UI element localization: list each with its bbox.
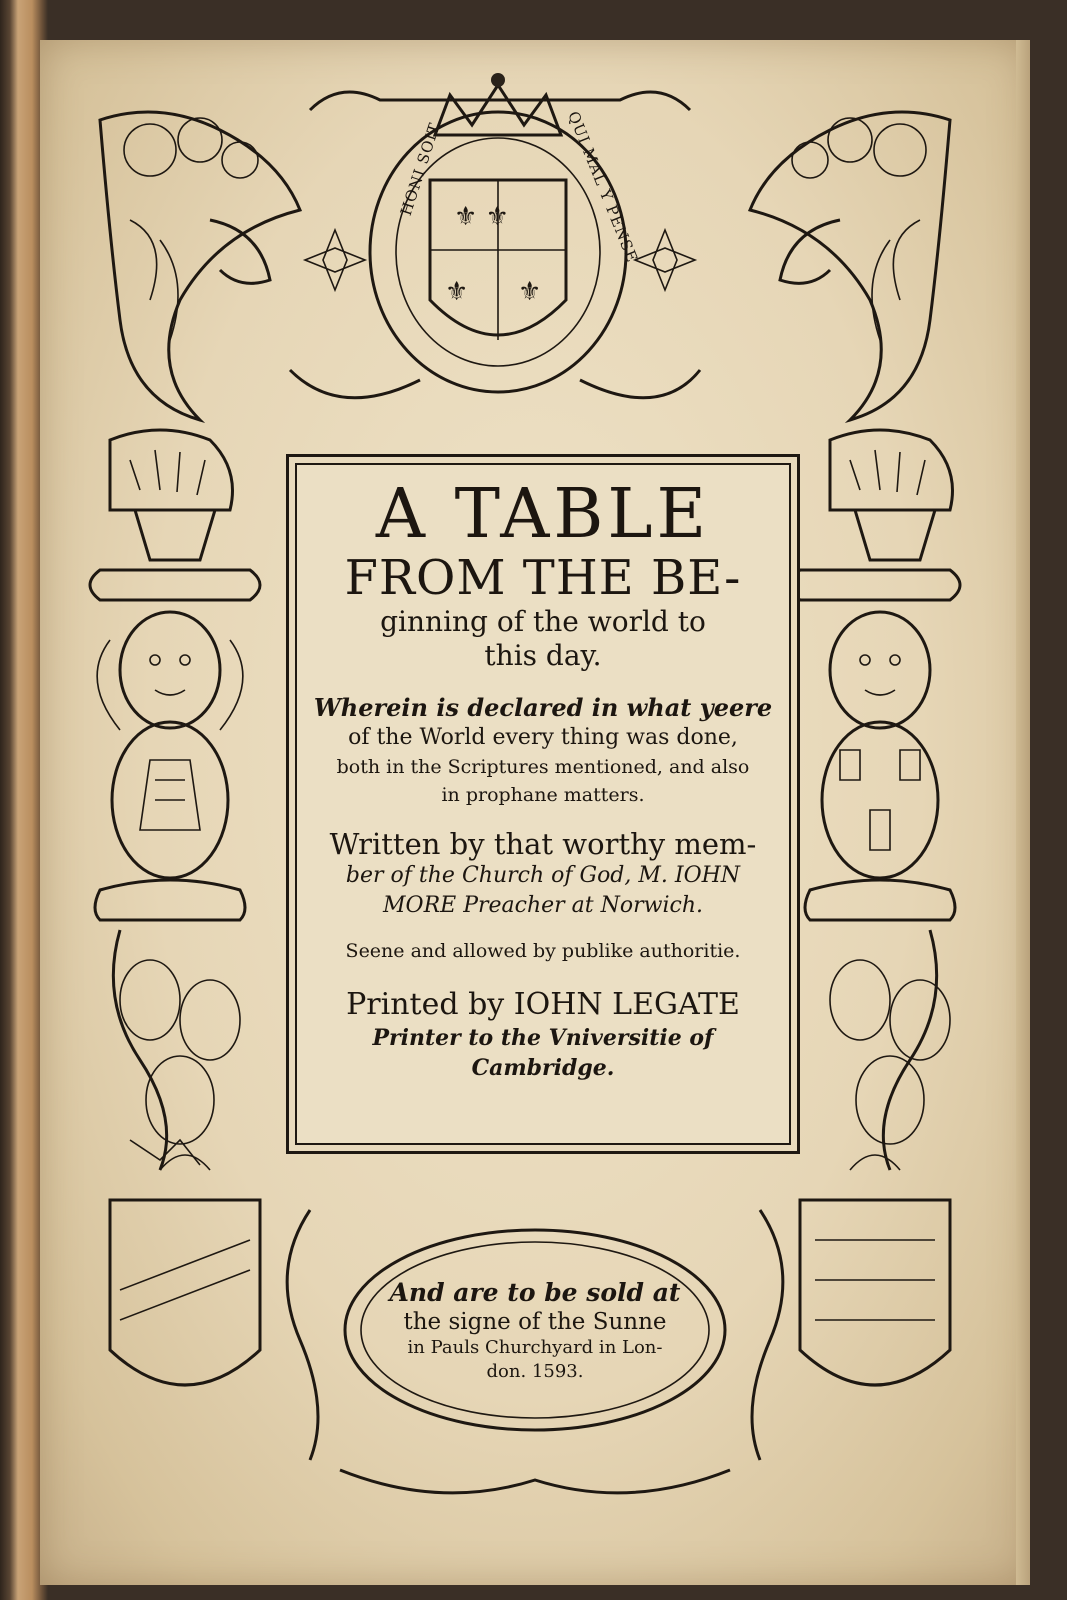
printed-by-line: Printed by IOHN LEGATE xyxy=(346,987,740,1022)
crest-motto-left: HONI SOIT xyxy=(396,120,444,218)
title-line-3: ginning of the world to xyxy=(380,605,706,638)
left-cornucopia xyxy=(100,112,300,420)
author-line-3: MORE Preacher at Norwich. xyxy=(383,893,703,918)
imprint-line-3: in Pauls Churchyard in Lon- xyxy=(407,1337,663,1358)
book-page xyxy=(40,40,1030,1585)
imprint-line-2: the signe of the Sunne xyxy=(403,1309,667,1335)
title-line-2: FROM THE BE- xyxy=(344,550,742,606)
authority-line: Seene and allowed by publike authoritie. xyxy=(345,940,741,962)
printer-line: Printer to the Vniversitie of Cambridge. xyxy=(372,1025,714,1081)
imprint-cartouche xyxy=(370,1268,700,1418)
author-line-1: Written by that worthy mem- xyxy=(329,827,757,861)
description-line-4: in prophane matters. xyxy=(441,784,645,806)
right-shield xyxy=(800,1200,950,1385)
svg-text:⚜ ⚜: ⚜ ⚜ xyxy=(454,202,509,232)
title-line-4: this day. xyxy=(484,639,602,672)
imprint-line-1: And are to be sold at xyxy=(389,1278,681,1307)
svg-text:⚜: ⚜ xyxy=(518,277,542,307)
left-column-ornaments xyxy=(90,430,260,1170)
right-column-ornaments xyxy=(790,430,960,1170)
crest-motto-right: QUI MAL Y PENSE xyxy=(564,108,642,266)
svg-text:⚜: ⚜ xyxy=(445,277,469,307)
description-line-2: of the World every thing was done, xyxy=(348,725,738,750)
title-panel xyxy=(286,454,800,1154)
right-cornucopia xyxy=(750,112,950,420)
imprint-line-4: don. 1593. xyxy=(486,1361,584,1382)
description-line-1: Wherein is declared in what yeere xyxy=(313,693,773,722)
description-line-3: both in the Scriptures mentioned, and also xyxy=(336,756,750,778)
royal-crest-illustration xyxy=(370,73,626,392)
author-line-2: ber of the Church of God, M. IOHN xyxy=(345,863,741,888)
left-shield xyxy=(110,1200,260,1385)
title-line-1: A TABLE xyxy=(375,475,711,554)
